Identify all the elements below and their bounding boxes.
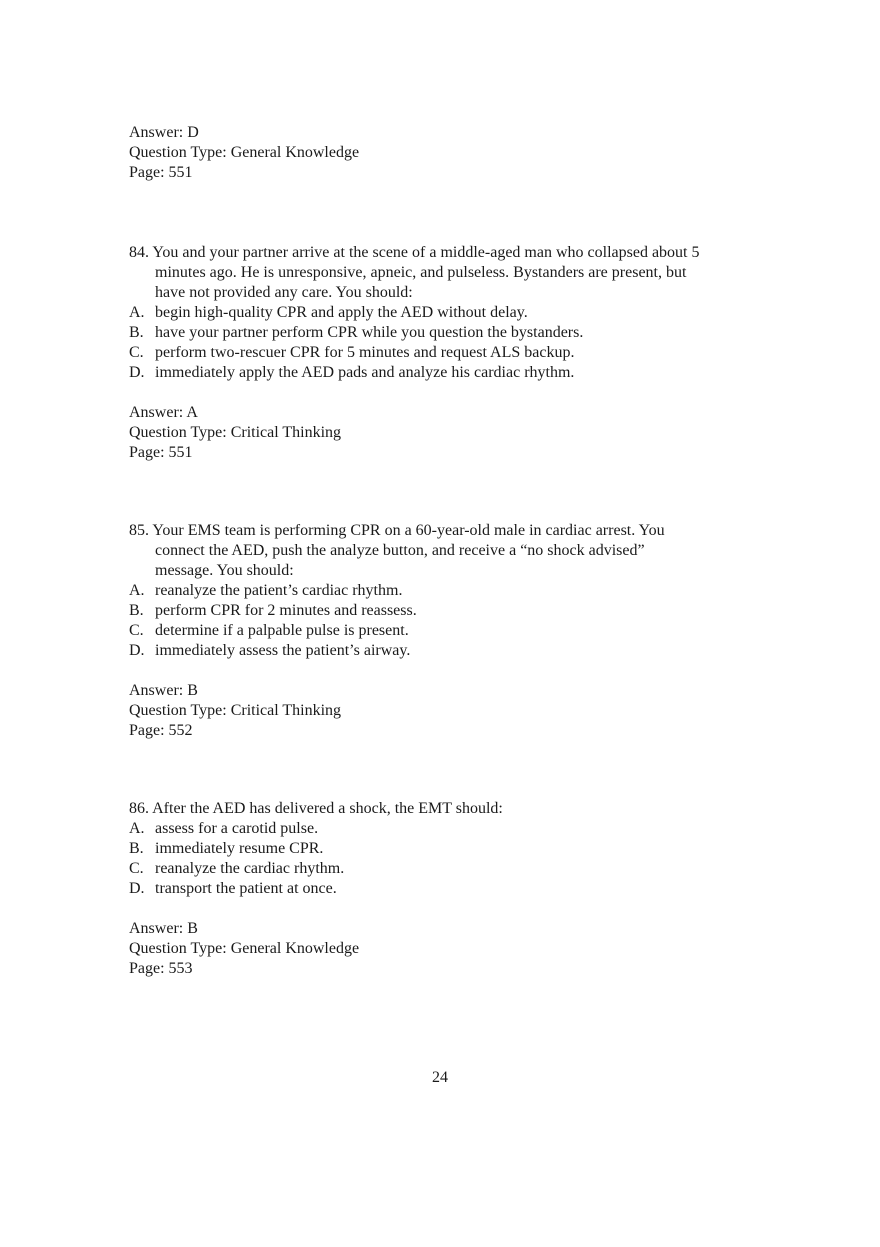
option-text: perform CPR for 2 minutes and reassess. — [155, 602, 417, 619]
question-stem-line: 86. After the AED has delivered a shock, the EMT should: — [129, 800, 503, 817]
option-letter: B. — [129, 602, 144, 619]
option-text: have your partner perform CPR while you question the bystanders. — [155, 324, 584, 341]
option-text: begin high-quality CPR and apply the AED without delay. — [155, 304, 528, 321]
option-text: immediately apply the AED pads and analyze his cardiac rhythm. — [155, 364, 575, 381]
page-number: 24 — [432, 1069, 448, 1086]
option-letter: C. — [129, 622, 144, 639]
question-stem-line: message. You should: — [155, 562, 294, 579]
option-text: determine if a palpable pulse is present. — [155, 622, 409, 639]
page-reference-line: Page: 551 — [129, 444, 193, 461]
answer-option-d — [129, 363, 769, 383]
option-letter: A. — [129, 582, 145, 599]
answer-option-c — [129, 859, 769, 879]
option-text: perform two-rescuer CPR for 5 minutes and request ALS backup. — [155, 344, 575, 361]
question-85 — [129, 521, 769, 741]
option-letter: A. — [129, 304, 145, 321]
option-letter: D. — [129, 364, 145, 381]
question-stem-line: have not provided any care. You should: — [155, 284, 413, 301]
answer-line: Answer: D — [129, 124, 199, 141]
question-stem-line: 85. Your EMS team is performing CPR on a 60-year-old male in cardiac arrest. You — [129, 522, 665, 539]
option-text: immediately resume CPR. — [155, 840, 324, 857]
answer-option-c — [129, 621, 769, 641]
option-letter: D. — [129, 880, 145, 897]
answer-line: Answer: B — [129, 682, 198, 699]
option-text: reanalyze the cardiac rhythm. — [155, 860, 345, 877]
option-letter: B. — [129, 324, 144, 341]
question-84 — [129, 243, 769, 463]
question-type-line: Question Type: General Knowledge — [129, 940, 360, 957]
answer-line: Answer: A — [129, 404, 198, 421]
answer-option-d — [129, 879, 769, 899]
answer-option-b — [129, 839, 769, 859]
option-letter: A. — [129, 820, 145, 837]
page-reference-line: Page: 553 — [129, 960, 193, 977]
option-letter: B. — [129, 840, 144, 857]
question-type-line: Question Type: General Knowledge — [129, 144, 360, 161]
answer-meta-previous — [129, 123, 769, 183]
option-text: reanalyze the patient’s cardiac rhythm. — [155, 582, 403, 599]
answer-option-a — [129, 581, 769, 601]
option-text: immediately assess the patient’s airway. — [155, 642, 411, 659]
answer-line: Answer: B — [129, 920, 198, 937]
answer-option-a — [129, 819, 769, 839]
option-letter: D. — [129, 642, 145, 659]
option-text: transport the patient at once. — [155, 880, 337, 897]
question-type-line: Question Type: Critical Thinking — [129, 702, 342, 719]
option-letter: C. — [129, 860, 144, 877]
option-text: assess for a carotid pulse. — [155, 820, 319, 837]
option-letter: C. — [129, 344, 144, 361]
answer-option-b — [129, 323, 769, 343]
page-reference-line: Page: 552 — [129, 722, 193, 739]
answer-option-c — [129, 343, 769, 363]
question-stem-line: connect the AED, push the analyze button, and receive a “no shock advised” — [155, 542, 645, 559]
question-type-line: Question Type: Critical Thinking — [129, 424, 342, 441]
answer-option-d — [129, 641, 769, 661]
question-stem-line: minutes ago. He is unresponsive, apneic, and pulseless. Bystanders are present, but — [155, 264, 687, 281]
page-reference-line: Page: 551 — [129, 164, 193, 181]
answer-option-b — [129, 601, 769, 621]
answer-option-a — [129, 303, 769, 323]
question-stem-line: 84. You and your partner arrive at the scene of a middle-aged man who collapsed about 5 — [129, 244, 700, 261]
question-86 — [129, 799, 769, 979]
